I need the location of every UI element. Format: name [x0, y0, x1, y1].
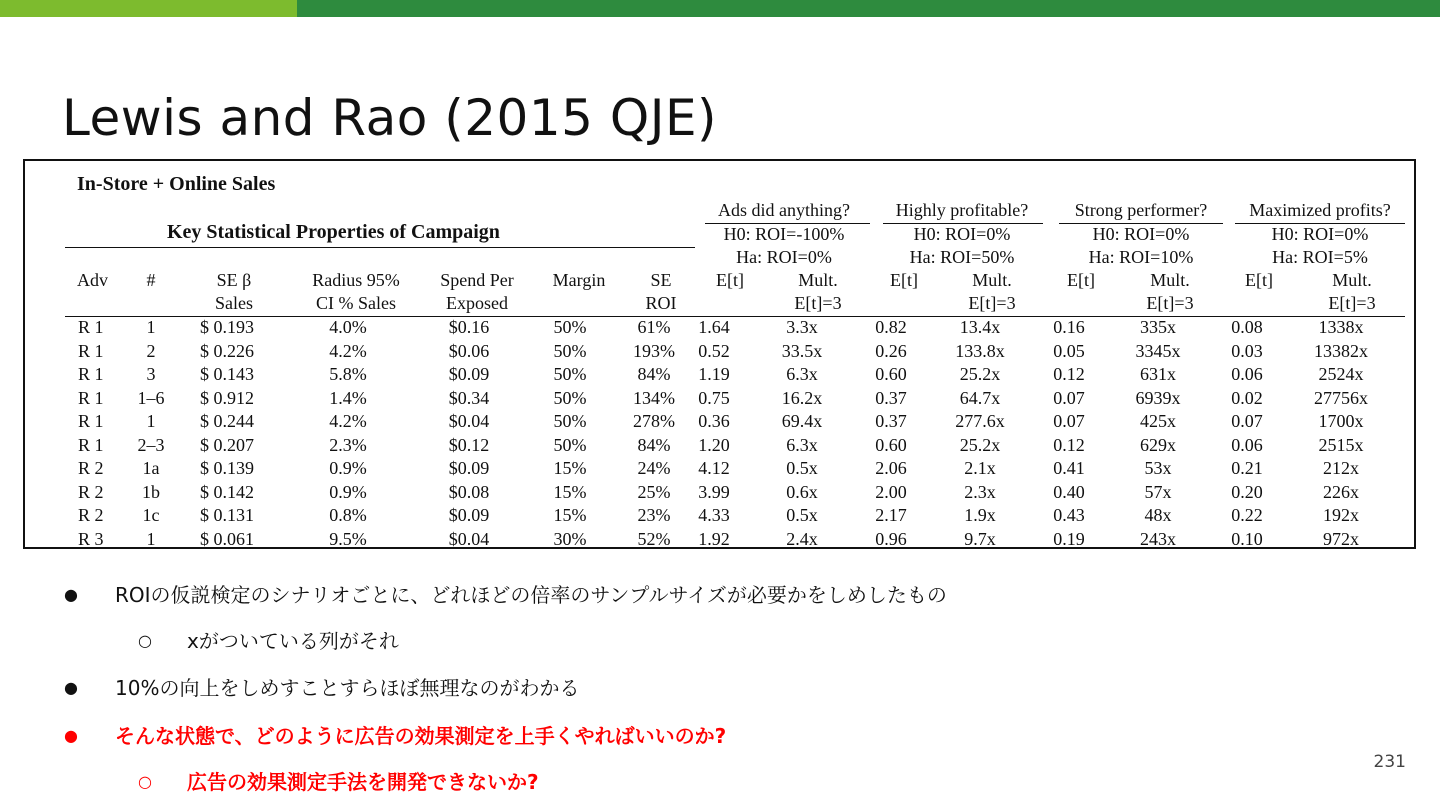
table-cell: 631x: [1140, 364, 1176, 384]
table-cell: 2–3: [137, 434, 165, 455]
table-cell: 0.60: [875, 434, 907, 455]
table-cell: $0.06: [448, 340, 490, 361]
table-cell: 61%: [637, 317, 671, 337]
table-cell: 243x: [1140, 528, 1176, 549]
col-header-et-2: E[t]: [890, 270, 918, 290]
table-cell: 1700x: [1318, 411, 1364, 431]
group-ha-ads: Ha: ROI=0%: [736, 247, 832, 267]
table-caption: In-Store + Online Sales: [77, 173, 276, 195]
table-row: [65, 434, 1405, 458]
col-header-mult-4-sub: E[t]=3: [1328, 293, 1376, 313]
col-header-spend: Spend Per: [440, 270, 514, 290]
col-header-mult-3-sub: E[t]=3: [1146, 293, 1194, 313]
table-cell: 1–6: [137, 387, 165, 408]
col-header-radius: Radius 95%: [312, 270, 400, 290]
table-cell: 0.75: [698, 387, 730, 408]
table-cell: 2515x: [1318, 434, 1364, 455]
col-header-margin: Margin: [552, 270, 606, 290]
table-cell: 6939x: [1135, 387, 1181, 408]
table-cell: 425x: [1140, 411, 1176, 431]
table-cell: 23%: [637, 505, 671, 525]
table-cell: 0.9%: [329, 458, 367, 478]
table-cell: 0.05: [1053, 340, 1085, 361]
col-header-adv: Adv: [77, 270, 108, 290]
table-cell: 0.60: [875, 364, 907, 384]
table-cell: 1b: [142, 481, 160, 502]
group-ha-profitable: Ha: ROI=50%: [909, 247, 1015, 267]
col-header-mult-3: Mult.: [1150, 270, 1190, 290]
table-cell: 25.2x: [959, 364, 1001, 384]
statistics-table-figure: [23, 159, 1416, 549]
table-cell: 2.17: [875, 505, 907, 525]
table-cell: 4.33: [698, 505, 730, 525]
table-cell: 1.64: [698, 317, 730, 337]
table-cell: 6.3x: [786, 364, 818, 384]
table-cell: $ 0.912: [200, 387, 254, 408]
table-cell: 4.2%: [329, 340, 367, 361]
group-h0-profitable: H0: ROI=0%: [913, 224, 1011, 244]
table-cell: $0.09: [448, 505, 490, 525]
col-header-mult-4: Mult.: [1332, 270, 1372, 290]
table-cell: 0.19: [1053, 528, 1085, 549]
table-cell: 0.96: [875, 528, 907, 549]
table-row: [65, 457, 1405, 481]
table-cell: $0.09: [448, 364, 490, 384]
table-cell: $ 0.142: [200, 481, 254, 502]
col-header-et-1: E[t]: [716, 270, 744, 290]
table-cell: 48x: [1144, 505, 1172, 525]
table-cell: 24%: [637, 458, 671, 478]
table-cell: R 2: [78, 458, 104, 478]
col-header-se-beta-sub: Sales: [215, 293, 253, 313]
table-cell: 15%: [553, 481, 587, 502]
col-header-radius-sub: CI % Sales: [316, 293, 396, 313]
table-cell: 2524x: [1318, 364, 1364, 384]
table-cell: 53x: [1144, 458, 1172, 478]
table-cell: 4.2%: [329, 411, 367, 431]
table-row: [65, 363, 1405, 387]
table-cell: R 1: [78, 411, 104, 431]
sub-bullet-marker-red: ○: [138, 772, 152, 791]
table-cell: 3.3x: [786, 317, 818, 337]
table-cell: R 1: [78, 434, 104, 455]
table-cell: 9.5%: [329, 528, 367, 549]
col-header-mult-2-sub: E[t]=3: [968, 293, 1016, 313]
table-cell: 2.4x: [786, 528, 818, 549]
table-cell: 2.00: [875, 481, 907, 502]
table-cell: 25%: [637, 481, 671, 502]
table-cell: 1.4%: [329, 387, 367, 408]
table-cell: 1.19: [698, 364, 730, 384]
col-header-et-4: E[t]: [1245, 270, 1273, 290]
col-header-et-3: E[t]: [1067, 270, 1095, 290]
sub-bullet-marker: ○: [138, 631, 152, 650]
table-cell: R 1: [78, 387, 104, 408]
table-cell: 50%: [553, 387, 587, 408]
table-cell: $ 0.193: [200, 317, 254, 337]
table-cell: $0.08: [448, 481, 490, 502]
group-h0-strong: H0: ROI=0%: [1092, 224, 1190, 244]
table-cell: 0.36: [698, 411, 730, 431]
table-cell: 50%: [553, 340, 587, 361]
table-cell: 0.12: [1053, 434, 1085, 455]
table-cell: 27756x: [1314, 387, 1368, 408]
table-cell: 134%: [633, 387, 675, 408]
table-cell: 50%: [553, 364, 587, 384]
table-row: [65, 387, 1405, 411]
table-cell: $ 0.143: [200, 364, 254, 384]
bullet-ten-percent: 10%の向上をしめすことすらほぼ無理なのがわかる: [115, 676, 580, 700]
table-cell: 212x: [1323, 458, 1359, 478]
col-header-number: #: [146, 270, 156, 290]
table-cell: 84%: [637, 434, 671, 455]
table-cell: 0.07: [1053, 411, 1085, 431]
table-cell: 4.12: [698, 458, 730, 478]
table-cell: 0.06: [1231, 364, 1263, 384]
table-cell: $ 0.226: [200, 340, 254, 361]
table-cell: 64.7x: [959, 387, 1001, 408]
top-accent-bar-light: [0, 0, 297, 17]
table-cell: 3.99: [698, 481, 730, 502]
table-cell: 0.37: [875, 411, 907, 431]
table-cell: 13.4x: [959, 317, 1001, 337]
table-cell: 0.06: [1231, 434, 1263, 455]
table-cell: 33.5x: [781, 340, 823, 361]
table-cell: 2.1x: [964, 458, 996, 478]
table-cell: 1.92: [698, 528, 730, 549]
table-cell: 0.37: [875, 387, 907, 408]
table-cell: 0.5x: [786, 458, 818, 478]
group-title-maximized: Maximized profits?: [1249, 200, 1391, 220]
group-title-strong: Strong performer?: [1074, 200, 1208, 220]
table-cell: 1: [146, 411, 156, 431]
table-cell: 0.22: [1231, 505, 1263, 525]
table-cell: 0.82: [875, 317, 907, 337]
table-cell: 2.3x: [964, 481, 996, 502]
table-cell: 0.10: [1231, 528, 1263, 549]
table-cell: 0.12: [1053, 364, 1085, 384]
table-cell: 50%: [553, 317, 587, 337]
slide-title: Lewis and Rao (2015 QJE): [62, 89, 718, 147]
table-cell: 0.08: [1231, 317, 1263, 337]
table-cell: 0.26: [875, 340, 907, 361]
table-cell: 57x: [1144, 481, 1172, 502]
group-h0-ads: H0: ROI=-100%: [723, 224, 845, 244]
table-cell: 629x: [1140, 434, 1176, 455]
table-row: [65, 410, 1405, 434]
bullet-roi-scenarios: ROIの仮説検定のシナリオごとに、どれほどの倍率のサンプルサイズが必要かをしめしたもの: [115, 583, 947, 607]
table-cell: R 1: [78, 364, 104, 384]
table-cell: 972x: [1323, 528, 1359, 549]
group-title-ads: Ads did anything?: [718, 200, 850, 220]
table-cell: 50%: [553, 434, 587, 455]
col-header-mult-1: Mult.: [798, 270, 838, 290]
col-header-se-roi-sub: ROI: [645, 293, 677, 313]
table-cell: $0.16: [448, 317, 490, 337]
table-cell: 69.4x: [781, 411, 823, 431]
table-cell: 0.40: [1053, 481, 1085, 502]
table-cell: $ 0.207: [200, 434, 254, 455]
table-cell: $0.34: [448, 387, 490, 408]
table-cell: $0.04: [448, 528, 490, 549]
col-header-se-beta: SE β: [216, 270, 252, 290]
top-accent-bar-dark: [297, 0, 1440, 17]
sub-bullet-x-columns: xがついている列がそれ: [187, 629, 399, 653]
table-cell: 9.7x: [964, 528, 996, 549]
table-cell: $0.04: [448, 411, 490, 431]
table-cell: 1: [146, 528, 156, 549]
table-cell: 3345x: [1135, 340, 1181, 361]
table-cell: $0.12: [448, 434, 490, 455]
table-cell: 15%: [553, 505, 587, 525]
table-cell: $ 0.139: [200, 458, 254, 478]
table-cell: 16.2x: [781, 387, 823, 408]
sub-bullet-develop-method: 広告の効果測定手法を開発できないか?: [187, 770, 539, 794]
table-cell: 0.9%: [329, 481, 367, 502]
table-cell: 0.07: [1231, 411, 1263, 431]
page-number: 231: [1373, 752, 1406, 772]
table-cell: 0.21: [1231, 458, 1263, 478]
table-cell: 1c: [142, 505, 160, 525]
table-cell: 2: [146, 340, 156, 361]
table-cell: 0.5x: [786, 505, 818, 525]
col-header-spend-sub: Exposed: [446, 293, 508, 313]
table-cell: R 1: [78, 317, 104, 337]
table-cell: 0.6x: [786, 481, 818, 502]
table-cell: 13382x: [1314, 340, 1368, 361]
table-cell: 0.03: [1231, 340, 1263, 361]
table-cell: 1.9x: [964, 505, 996, 525]
table-cell: 1.20: [698, 434, 730, 455]
table-cell: 1: [146, 317, 156, 337]
table-cell: 193%: [633, 340, 675, 361]
table-cell: 0.43: [1053, 505, 1085, 525]
table-cell: 25.2x: [959, 434, 1001, 455]
table-cell: 0.16: [1053, 317, 1085, 337]
col-header-mult-1-sub: E[t]=3: [794, 293, 842, 313]
table-row: [65, 528, 1405, 550]
table-cell: 6.3x: [786, 434, 818, 455]
col-header-se-roi: SE: [650, 270, 672, 290]
table-cell: 278%: [633, 411, 675, 431]
group-ha-maximized: Ha: ROI=5%: [1272, 247, 1368, 267]
table-cell: 0.07: [1053, 387, 1085, 408]
table-cell: $ 0.131: [200, 505, 254, 525]
table-row: [65, 504, 1405, 528]
table-row: [65, 481, 1405, 505]
table-cell: 15%: [553, 458, 587, 478]
table-cell: 4.0%: [329, 317, 367, 337]
table-cell: 50%: [553, 411, 587, 431]
group-ha-strong: Ha: ROI=10%: [1088, 247, 1194, 267]
bullet-marker: ●: [64, 678, 78, 697]
table-cell: 1338x: [1318, 317, 1364, 337]
table-cell: 0.52: [698, 340, 730, 361]
table-cell: R 2: [78, 481, 104, 502]
table-cell: $ 0.244: [200, 411, 254, 431]
table-cell: 133.8x: [955, 340, 1005, 361]
table-row: [65, 316, 1405, 340]
table-cell: R 2: [78, 505, 104, 525]
table-cell: 3: [146, 364, 156, 384]
table-cell: 0.8%: [329, 505, 367, 525]
bullet-marker: ●: [64, 585, 78, 604]
table-cell: 1a: [142, 458, 160, 478]
table-cell: 52%: [637, 528, 671, 549]
table-cell: 0.20: [1231, 481, 1263, 502]
table-subcaption: Key Statistical Properties of Campaign: [167, 221, 500, 243]
col-header-mult-2: Mult.: [972, 270, 1012, 290]
data-table: [65, 316, 1405, 549]
table-cell: 226x: [1323, 481, 1359, 502]
bullet-marker-red: ●: [64, 726, 78, 745]
table-row: [65, 340, 1405, 364]
bullet-measurement-question: そんな状態で、どのように広告の効果測定を上手くやればいいのか?: [115, 724, 727, 748]
table-cell: $ 0.061: [200, 528, 254, 549]
table-cell: R 1: [78, 340, 104, 361]
table-cell: 192x: [1323, 505, 1359, 525]
subcaption-rule: [65, 247, 695, 248]
table-cell: 335x: [1140, 317, 1176, 337]
table-cell: 0.41: [1053, 458, 1085, 478]
table-cell: $0.09: [448, 458, 490, 478]
table-cell: 0.02: [1231, 387, 1263, 408]
table-cell: R 3: [78, 528, 104, 549]
table-cell: 2.06: [875, 458, 907, 478]
table-cell: 2.3%: [329, 434, 367, 455]
table-cell: 30%: [553, 528, 587, 549]
table-cell: 277.6x: [955, 411, 1005, 431]
group-title-profitable: Highly profitable?: [895, 200, 1029, 220]
group-h0-maximized: H0: ROI=0%: [1271, 224, 1369, 244]
table-cell: 5.8%: [329, 364, 367, 384]
table-cell: 84%: [637, 364, 671, 384]
